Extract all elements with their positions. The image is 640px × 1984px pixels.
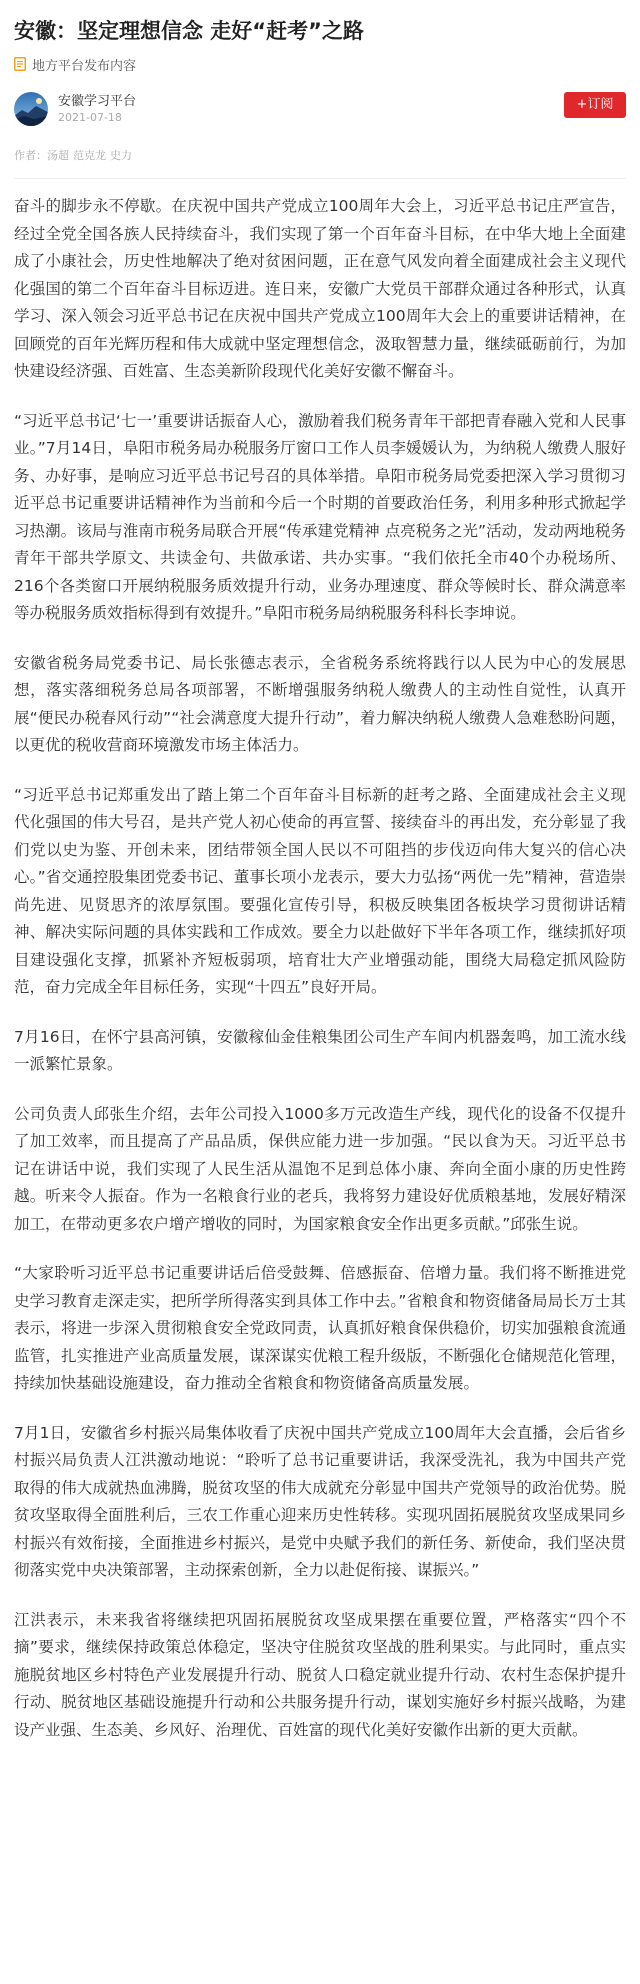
article-paragraph: “习近平总书记郑重发出了踏上第二个百年奋斗目标新的赶考之路、全面建成社会主义现代化强国的伟大号召，是共产党人初心使命的再宣誓、接续奋斗的再出发，充分彰显了我们党以史为鉴、开创未来，团结带领全国人民以不可阻挡的步伐迈向伟大复兴的信心决心。”省交通控股集团党委书记、董事长项小龙表示，要大力弘扬“两优一先”精神，营造崇尚先进、见贤思齐的浓厚氛围。要强化宣传引导，积极反映集团各板块学习贯彻讲话精神、解决实际问题的具体实践和工作成效。要全力以赴做好下半年各项工作，继续抓好项目建设强化支撑，抓紧补齐短板弱项，培育壮大产业增强动能，围绕大局稳定抓风险防范，奋力完成全年目标任务，实现“十四五”良好开局。 [14, 785, 626, 996]
byline-author: 汤超 [47, 149, 69, 162]
subscribe-button[interactable]: +订阅 [564, 92, 626, 118]
publish-date: 2021-07-18 [58, 110, 122, 124]
article-title: 安徽：坚定理想信念 走好“赶考”之路 [14, 19, 364, 43]
byline-prefix: 作者： [14, 149, 47, 162]
article-paragraph: 7月16日，在怀宁县高河镇，安徽稼仙金佳粮集团公司生产车间内机器轰鸣，加工流水线一派繁忙景象。 [14, 1027, 626, 1073]
author-row [0, 74, 640, 126]
document-icon [14, 57, 26, 71]
article-paragraph: 安徽省税务局党委书记、局长张德志表示，全省税务系统将践行以人民为中心的发展思想，落实落细税务总局各项部署，不断增强服务纳税人缴费人的主动性自觉性，认真开展“便民办税春风行动”“社会满意度大提升行动”，着力解决纳税人缴费人急难愁盼问题，以更优的税收营商环境激发市场主体活力。 [14, 653, 626, 754]
article-paragraph: 奋斗的脚步永不停歇。在庆祝中国共产党成立100周年大会上，习近平总书记庄严宣告，经过全党全国各族人民持续奋斗，我们实现了第一个百年奋斗目标，在中华大地上全面建成了小康社会，历史性地解决了绝对贫困问题，正在意气风发向着全面建成社会主义现代化强国的第二个百年奋斗目标迈进。连日来，安徽广大党员干部群众通过各种形式，认真学习、深入领会习近平总书记在庆祝中国共产党成立100周年大会上的重要讲话精神，在回顾党的百年光辉历程和伟大成就中坚定理想信念，汲取智慧力量，继续砥砺前行，为加快建设经济强、百姓富、生态美新阶段现代化美好安徽不懈奋斗。 [14, 197, 626, 380]
author-name[interactable]: 安徽学习平台 [58, 93, 137, 109]
article-paragraph: “习近平总书记‘七一’重要讲话振奋人心，激励着我们税务青年干部把青春融入党和人民事业。”7月14日，阜阳市税务局办税服务厅窗口工作人员李媛媛认为，为纳税人缴费人服好务、办好事，是响应习近平总书记号召的具体举措。阜阳市税务局党委把深入学习贯彻习近平总书记重要讲话精神作为当前和今后一个时期的首要政治任务，利用多种形式掀起学习热潮。该局与淮南市税务局联合开展“传承建党精神 点亮税务之光”活动，发动两地税务青年干部共学原文、共读金句、共做承诺、共办实事。“我们依托全市40个办税场所、216个各类窗口开展纳税服务质效提升行动，业务办理速度、群众等候时长、群众满意率等办税服务质效指标得到有效提升。”阜阳市税务局纳税服务科科长李坤说。 [14, 411, 626, 622]
article-paragraph: 7月1日，安徽省乡村振兴局集体收看了庆祝中国共产党成立100周年大会直播，会后省乡村振兴局负责人江洪激动地说：“聆听了总书记重要讲话，我深受洗礼，我为中国共产党取得的伟大成就热血沸腾，脱贫攻坚的伟大成就充分彰显中国共产党领导的政治优势。脱贫攻坚取得全面胜利后，三农工作重心迎来历史性转移。实现巩固拓展脱贫攻坚成果同乡村振兴有效衔接，全面推进乡村振兴，是党中央赋予我们的新任务、新使命，我们坚决贯彻落实党中央决策部署，主动探索创新，全力以赴促衔接、谋振兴。” [14, 1423, 626, 1579]
source-tag [0, 46, 640, 74]
article-paragraph: “大家聆听习近平总书记重要讲话后倍受鼓舞、倍感振奋、倍增力量。我们将不断推进党史学习教育走深走实，把所学所得落实到具体工作中去。”省粮食和物资储备局局长万士其表示，将进一步深入贯彻粮食安全党政同责，认真抓好粮食保供稳价，切实加强粮食流通监管，扎实推进产业高质量发展，谋深谋实优粮工程升级版，不断强化仓储规范化管理，持续加快基础设施建设，奋力推动全省粮食和物资储备高质量发展。 [14, 1264, 626, 1392]
article-paragraph: 江洪表示，未来我省将继续把巩固拓展脱贫攻坚成果摆在重要位置，严格落实“四个不摘”要求，继续保持政策总体稳定，坚决守住脱贫攻坚战的胜利果实。与此同时，重点实施脱贫地区乡村特色产业发展提升行动、脱贫人口稳定就业提升行动、农村生态保护提升行动、脱贫地区基础设施提升行动和公共服务提升行动，谋划实施好乡村振兴战略，为建设产业强、生态美、乡风好、治理优、百姓富的现代化美好安徽作出新的更大贡献。 [14, 1610, 626, 1739]
article-body [0, 179, 640, 1744]
byline [0, 126, 640, 164]
article-paragraph: 公司负责人邱张生介绍，去年公司投入1000多万元改造生产线，现代化的设备不仅提升了加工效率，而且提高了产品品质，保供应能力进一步加强。“民以食为天。习近平总书记在讲话中说，我们实现了人民生活从温饱不足到总体小康、奔向全面小康的历史性跨越。听来令人振奋。作为一名粮食行业的老兵，我将努力建设好优质粮基地，发展好精深加工，在带动更多农户增产增收的同时，为国家粮食安全作出更多贡献。”邱张生说。 [14, 1104, 626, 1233]
byline-author: 范克龙 [73, 149, 106, 162]
byline-author: 史力 [110, 149, 132, 162]
avatar[interactable] [14, 92, 48, 126]
avatar-image [14, 92, 48, 126]
source-label: 地方平台发布内容 [32, 58, 137, 74]
author-meta [58, 93, 136, 126]
